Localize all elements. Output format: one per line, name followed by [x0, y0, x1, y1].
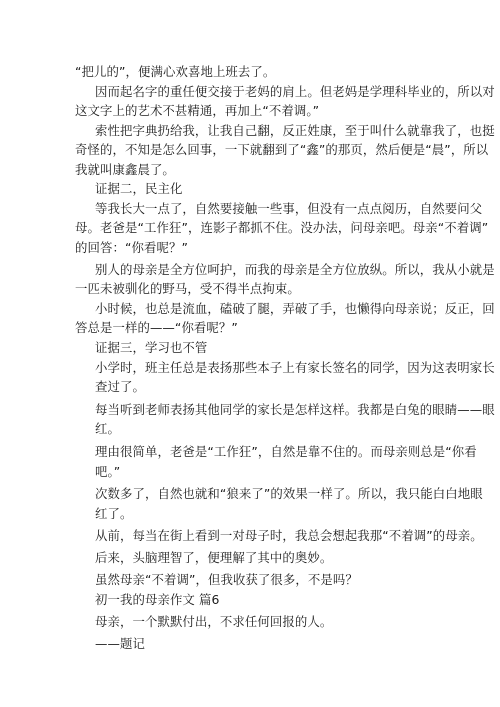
epigraph-attribution: ——题记 [95, 636, 145, 651]
text-line: 红。 [95, 421, 120, 436]
text-line: 后来，头脑理智了，便理解了其中的奥妙。 [95, 550, 333, 565]
text-line: 母亲，一个默默付出，不求任何回报的人。 [95, 614, 333, 629]
article-title: 初一我的母亲作文 篇6 [95, 592, 220, 607]
section-heading: 证据二，民主化 [95, 181, 183, 196]
text-line: “把儿的”，便满心欢喜地上班去了。 [75, 64, 276, 79]
text-line: 索性把字典扔给我，让我自己翻，反正姓康，至于叫什么就靠我了，也挺 [95, 123, 495, 138]
text-line: 次数多了，自然也就和“狼来了”的效果一样了。所以，我只能白白地眼 [95, 486, 483, 501]
text-line: 虽然母亲“不着调”，但我收获了很多，不是吗？ [95, 572, 358, 587]
text-line: 小学时，班主任总是表扬那些本子上有家长签名的同学，因为这表明家长 [95, 360, 495, 375]
text-line: 我就叫康鑫晨了。 [75, 162, 175, 177]
text-line: 答总是一样的——“你看呢？” [75, 320, 238, 335]
text-line: 别人的母亲是全方位呵护，而我的母亲是全方位放纵。所以，我从小就是 [95, 262, 495, 277]
text-line: 吧。” [95, 464, 121, 479]
text-line: 母。老爸是“工作狂”，连影子都抓不住。没办法，问母亲吧。母亲“不着调” [75, 220, 489, 235]
text-line: 理由很简单，老爸是“工作狂”，自然是靠不住的。而母亲则总是“你看 [95, 444, 477, 459]
text-line: 查过了。 [95, 379, 145, 394]
text-line: 等我长大一点了，自然要接触一些事，但没有一点点阅历，自然要问父 [95, 201, 483, 216]
text-line: 小时候，也总是流血，磕破了腿，弄破了手，也懒得向母亲说；反正，回 [95, 301, 495, 316]
text-line: 奇怪的，不知是怎么回事，一下就翻到了“鑫”的那页，然后便是“晨”，所以 [75, 142, 489, 157]
text-line: 从前，每当在街上看到一对母子时，我总会想起我那“不着调”的母亲。 [95, 528, 483, 543]
section-heading: 证据三，学习也不管 [95, 340, 208, 355]
text-line: 这文字上的艺术不甚精通，再加上“不着调。” [75, 103, 320, 118]
text-line: 的回答：“你看呢？” [75, 240, 188, 255]
text-line: 每当听到老师表扬其他同学的家长是怎样这样。我都是白兔的眼睛——眼 [95, 402, 495, 417]
text-line: 红了。 [95, 506, 133, 521]
text-line: 因而起名字的重任便交接于老妈的肩上。但老妈是学理科毕业的，所以对 [95, 84, 495, 99]
text-line: 一匹未被驯化的野马，受不得半点拘束。 [75, 281, 300, 296]
